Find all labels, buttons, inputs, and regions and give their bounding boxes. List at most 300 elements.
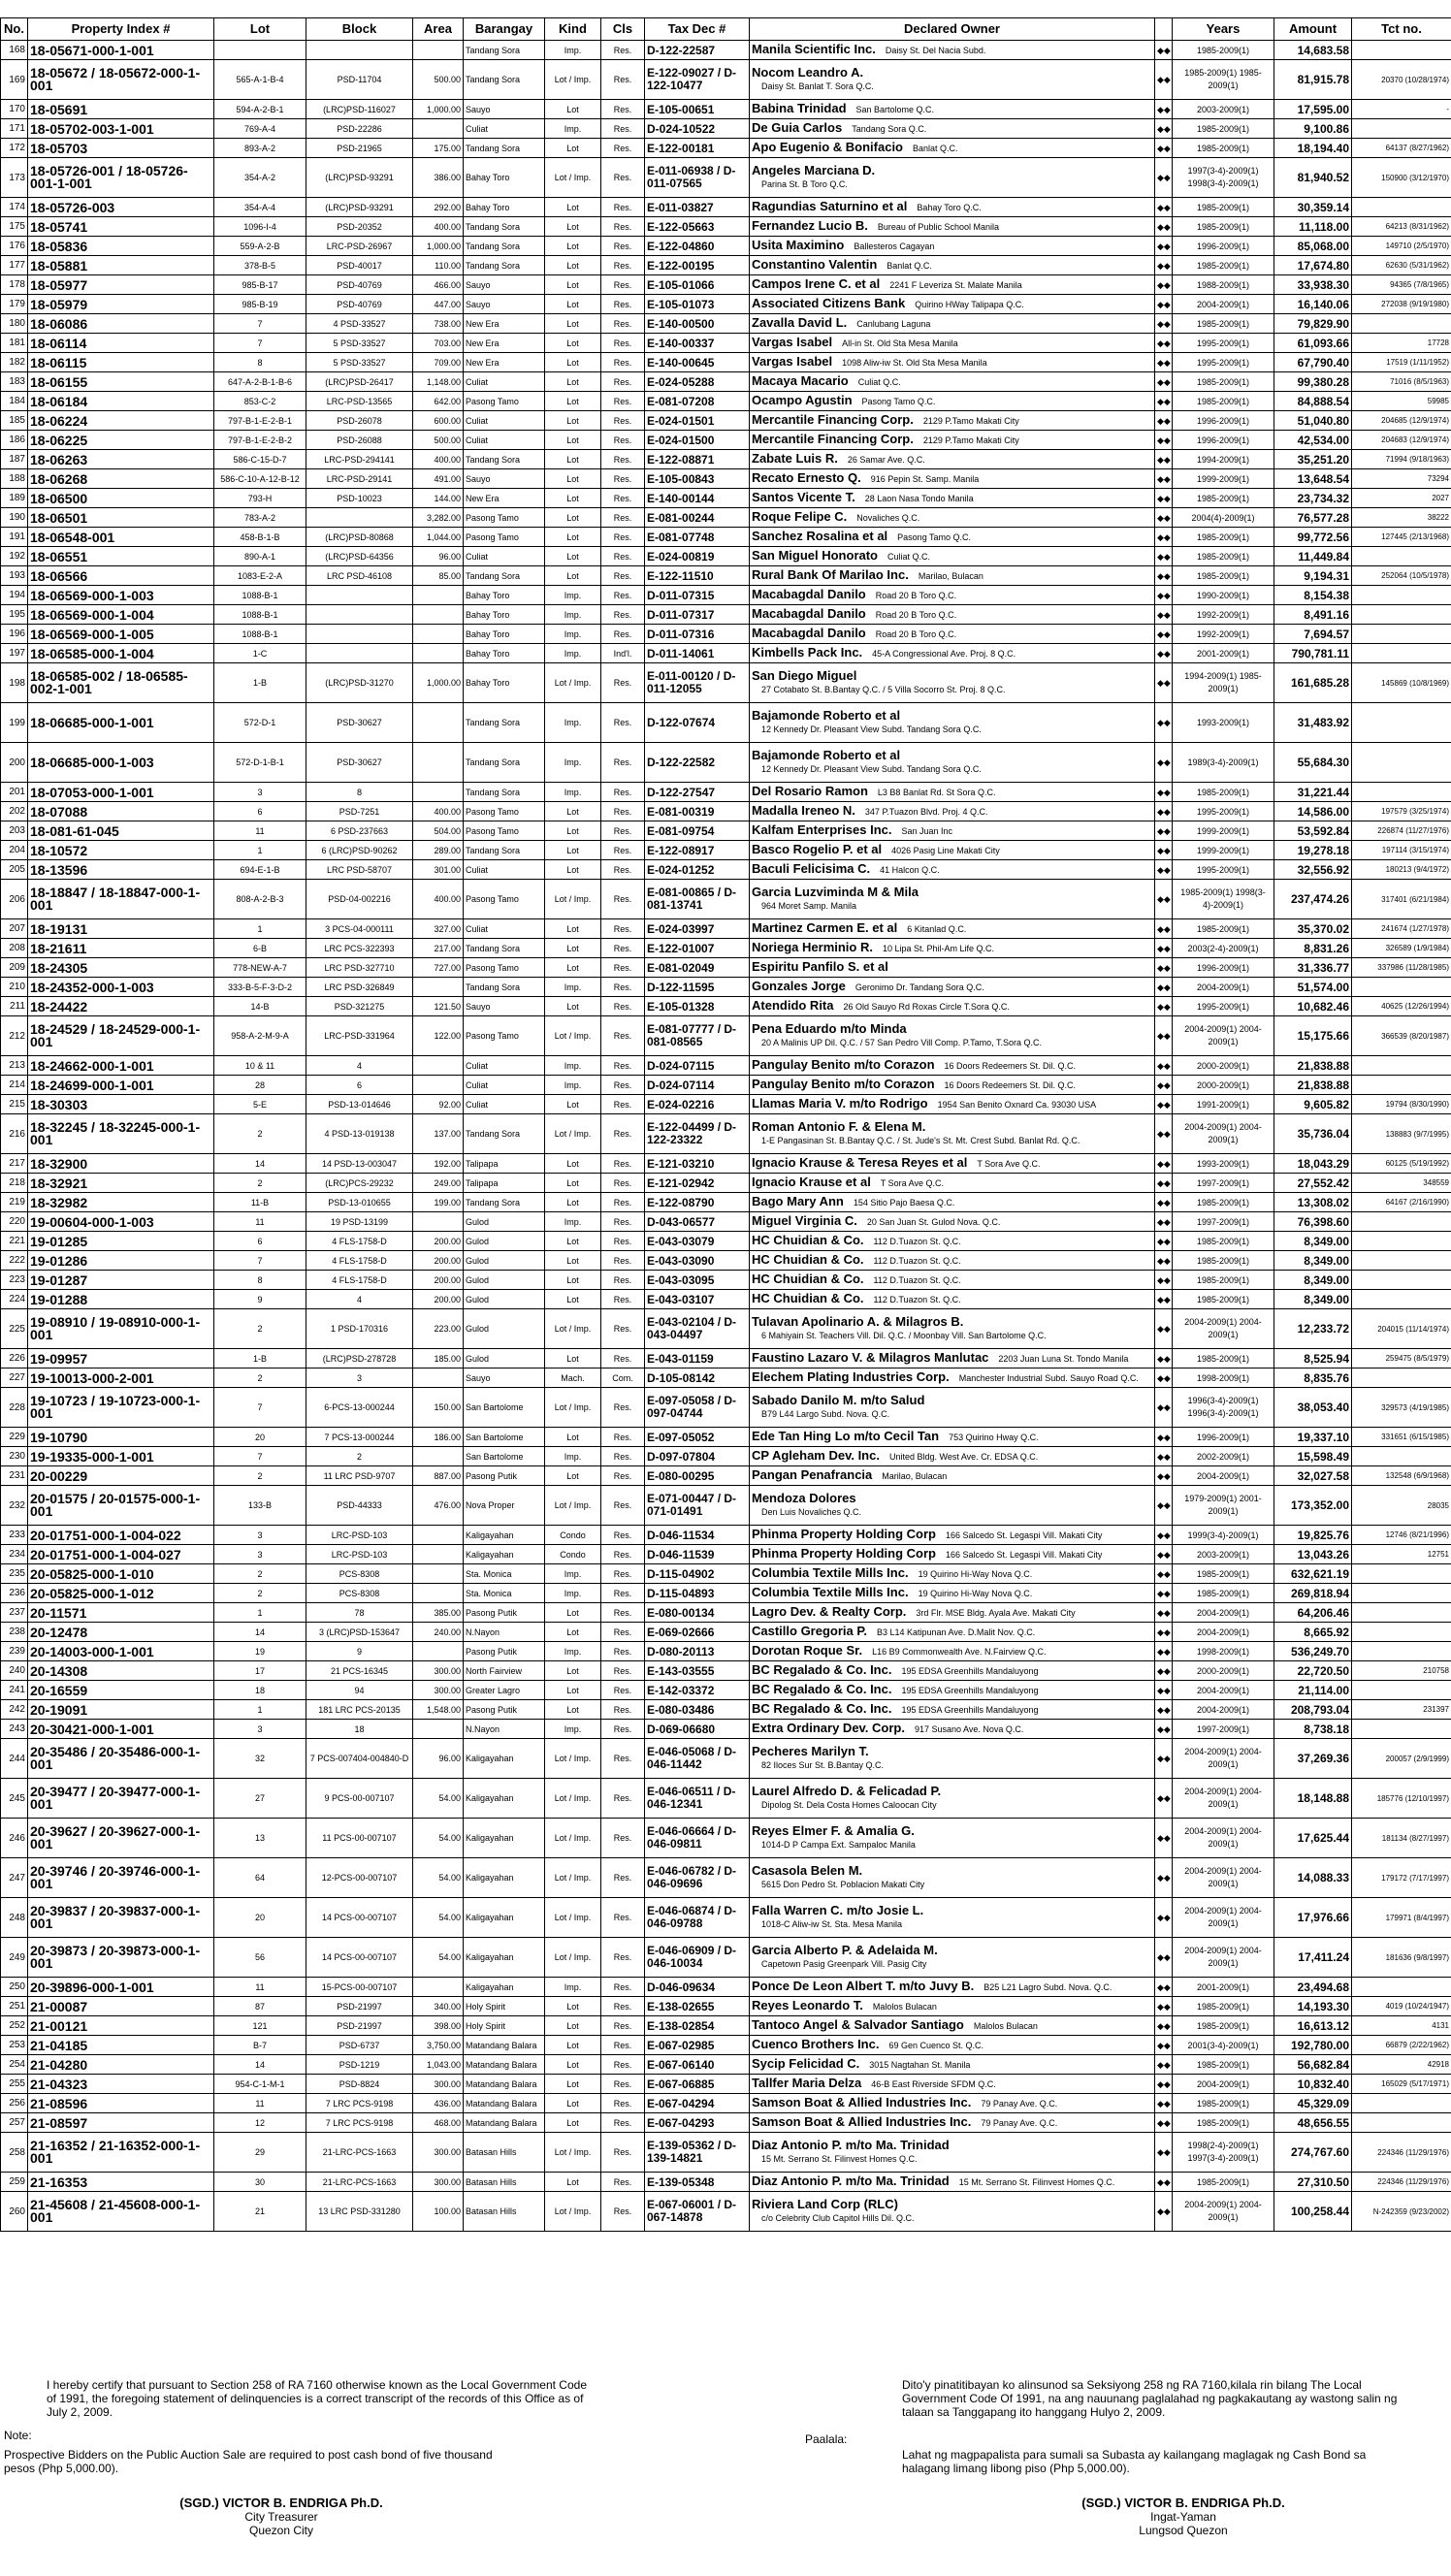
row-number: 205	[1, 860, 28, 880]
row-number: 169	[1, 60, 28, 100]
block: PSD-321275	[306, 997, 413, 1016]
row-marker-icon: ◆◆	[1155, 1232, 1173, 1251]
owner-address: 16 Doors Redeemers St. Dil. Q.C.	[944, 1080, 1077, 1090]
tax-dec: E-122-04499 / D-122-23322	[645, 1114, 750, 1154]
kind: Imp.	[545, 644, 601, 663]
row-number: 178	[1, 275, 28, 295]
owner-name: Basco Rogelio P. et al	[752, 842, 883, 856]
row-number: 250	[1, 1978, 28, 1997]
declared-owner	[750, 1232, 1155, 1251]
area	[413, 625, 464, 644]
years: 1985-2009(1)	[1173, 2016, 1274, 2036]
amount: 17,595.00	[1274, 100, 1352, 119]
area: 249.00	[413, 1174, 464, 1193]
declared-owner	[750, 880, 1155, 919]
block: 9	[306, 1642, 413, 1661]
row-marker-icon: ◆◆	[1155, 237, 1173, 256]
amount: 161,685.28	[1274, 663, 1352, 703]
row-marker-icon: ◆◆	[1155, 1271, 1173, 1290]
area: 468.00	[413, 2113, 464, 2133]
owner-address: B25 L21 Lagro Subd. Nova. Q.C.	[983, 1982, 1112, 1992]
class: Res.	[601, 802, 645, 821]
tct-number: 337986 (11/28/1985)	[1352, 958, 1451, 978]
property-index: 20-30421-000-1-001	[28, 1720, 214, 1739]
tax-dec: E-046-05068 / D-046-11442	[645, 1739, 750, 1779]
owner-address: 10 Lipa St. Phil-Am Life Q.C.	[882, 944, 995, 953]
table-row	[1, 1095, 1451, 1114]
property-index: 21-16353	[28, 2173, 214, 2192]
owner-address: 79 Panay Ave. Q.C.	[981, 2099, 1058, 2109]
kind: Lot / Imp.	[545, 60, 601, 100]
tax-dec: D-024-07115	[645, 1056, 750, 1076]
block: PSD-13-010655	[306, 1193, 413, 1212]
owner-address: Geronimo Dr. Tandang Sora Q.C.	[854, 982, 984, 992]
tct-number: 145869 (10/8/1969)	[1352, 663, 1451, 703]
tax-dec: E-081-07777 / D-081-08565	[645, 1016, 750, 1056]
table-row	[1, 997, 1451, 1016]
years: 1988-2009(1)	[1173, 275, 1274, 295]
owner-address: Road 20 B Toro Q.C.	[875, 610, 957, 620]
class: Res.	[601, 958, 645, 978]
barangay: Sta. Monica	[464, 1564, 545, 1584]
table-row	[1, 978, 1451, 997]
lot: 1-C	[214, 644, 306, 663]
block: PSD-21997	[306, 1997, 413, 2016]
row-marker-icon: ◆◆	[1155, 1447, 1173, 1466]
amount: 18,148.88	[1274, 1779, 1352, 1819]
row-marker-icon: ◆◆	[1155, 528, 1173, 547]
kind: Lot	[545, 198, 601, 217]
property-index: 18-06263	[28, 450, 214, 469]
kind: Imp.	[545, 1978, 601, 1997]
owner-name: Samson Boat & Allied Industries Inc.	[752, 2095, 972, 2109]
kind: Imp.	[545, 119, 601, 139]
table-row	[1, 1858, 1451, 1898]
signatory-title-fil: Ingat-Yaman	[1150, 2510, 1216, 2524]
kind: Lot	[545, 1681, 601, 1700]
header-row	[1, 18, 1451, 41]
block: 78	[306, 1603, 413, 1623]
class: Res.	[601, 997, 645, 1016]
tax-dec: E-105-01066	[645, 275, 750, 295]
owner-name: Garcia Luzviminda M & Mila	[752, 885, 919, 899]
tct-number: 348559	[1352, 1174, 1451, 1193]
years: 1985-2009(1)	[1173, 2113, 1274, 2133]
area: 400.00	[413, 880, 464, 919]
tax-dec: E-122-05663	[645, 217, 750, 237]
owner-address: Malolos Bulacan	[872, 2002, 937, 2012]
class: Res.	[601, 2113, 645, 2133]
area: 200.00	[413, 1232, 464, 1251]
barangay: Pasong Tamo	[464, 958, 545, 978]
block: PSD-20352	[306, 217, 413, 237]
block	[306, 605, 413, 625]
declared-owner	[750, 1076, 1155, 1095]
owner-name: Mendoza Dolores	[752, 1491, 856, 1505]
owner-name: Vargas Isabel	[752, 335, 833, 349]
tct-number	[1352, 586, 1451, 605]
tct-number: 20370 (10/28/1974)	[1352, 60, 1451, 100]
years: 1998(2-4)-2009(1) 1997(3-4)-2009(1)	[1173, 2133, 1274, 2173]
kind: Imp.	[545, 1564, 601, 1584]
barangay: N.Nayon	[464, 1720, 545, 1739]
tct-number: 132548 (6/9/1968)	[1352, 1466, 1451, 1486]
lot: 14	[214, 1154, 306, 1174]
table-row	[1, 625, 1451, 644]
lot: 778-NEW-A-7	[214, 958, 306, 978]
owner-name: Garcia Alberto P. & Adelaida M.	[752, 1943, 938, 1957]
area: 1,043.00	[413, 2055, 464, 2075]
row-marker-icon: ◆◆	[1155, 1466, 1173, 1486]
property-index: 18-06225	[28, 431, 214, 450]
table-row	[1, 2094, 1451, 2113]
class: Res.	[601, 2133, 645, 2173]
barangay: Batasan Hills	[464, 2173, 545, 2192]
row-number: 225	[1, 1309, 28, 1349]
amount: 11,449.84	[1274, 547, 1352, 566]
barangay: Sauyo	[464, 1368, 545, 1388]
amount: 21,838.88	[1274, 1056, 1352, 1076]
row-marker-icon: ◆◆	[1155, 1486, 1173, 1526]
block: LRC PSD-326849	[306, 978, 413, 997]
tax-dec: E-139-05348	[645, 2173, 750, 2192]
row-marker-icon: ◆◆	[1155, 392, 1173, 411]
class: Res.	[601, 1545, 645, 1564]
property-index: 18-06115	[28, 353, 214, 372]
class: Res.	[601, 334, 645, 353]
owner-name: San Miguel Honorato	[752, 548, 878, 563]
row-marker-icon: ◆◆	[1155, 119, 1173, 139]
kind: Lot / Imp.	[545, 158, 601, 198]
kind: Imp.	[545, 586, 601, 605]
tax-dec: D-122-27547	[645, 783, 750, 802]
declared-owner	[750, 605, 1155, 625]
kind: Lot	[545, 1349, 601, 1368]
tax-dec: E-067-04294	[645, 2094, 750, 2113]
kind: Lot	[545, 353, 601, 372]
declared-owner	[750, 1056, 1155, 1076]
tct-number: 204683 (12/9/1974)	[1352, 431, 1451, 450]
class: Com.	[601, 1368, 645, 1388]
years: 1985-2009(1)	[1173, 139, 1274, 158]
class: Res.	[601, 1526, 645, 1545]
amount: 15,598.49	[1274, 1447, 1352, 1466]
col-declared-owner: Declared Owner	[750, 18, 1155, 41]
barangay: Matandang Balara	[464, 2036, 545, 2055]
tct-number: 17519 (1/11/1952)	[1352, 353, 1451, 372]
owner-name: Manila Scientific Inc.	[752, 42, 876, 56]
block: PSD-6737	[306, 2036, 413, 2055]
owner-address: 112 D.Tuazon St. Q.C.	[873, 1275, 961, 1285]
row-marker-icon: ◆◆	[1155, 411, 1173, 431]
block: 4	[306, 1290, 413, 1309]
block: 21 PCS-16345	[306, 1661, 413, 1681]
barangay: Culiat	[464, 860, 545, 880]
row-number: 246	[1, 1819, 28, 1858]
class: Res.	[601, 1056, 645, 1076]
block: (LRC)PSD-93291	[306, 158, 413, 198]
owner-address: Parina St. B Toro Q.C.	[761, 179, 848, 189]
class: Res.	[601, 663, 645, 703]
table-row	[1, 1486, 1451, 1526]
table-row	[1, 1016, 1451, 1056]
declared-owner	[750, 1114, 1155, 1154]
lot: 27	[214, 1779, 306, 1819]
lot: 694-E-1-B	[214, 860, 306, 880]
lot: 87	[214, 1997, 306, 2016]
owner-address: Bahay Toro Q.C.	[917, 203, 982, 212]
owner-name: Llamas Maria V. m/to Rodrigo	[752, 1096, 928, 1111]
tax-dec: E-140-00500	[645, 314, 750, 334]
property-index: 21-04185	[28, 2036, 214, 2055]
tax-dec: E-105-01073	[645, 295, 750, 314]
tct-number: 197114 (3/15/1974)	[1352, 841, 1451, 860]
owner-name: Baculi Felicisima C.	[752, 861, 871, 876]
row-marker-icon: ◆◆	[1155, 1290, 1173, 1309]
amount: 14,193.30	[1274, 1997, 1352, 2016]
class: Res.	[601, 1642, 645, 1661]
area: 400.00	[413, 450, 464, 469]
table-row	[1, 275, 1451, 295]
declared-owner	[750, 237, 1155, 256]
property-index: 21-00087	[28, 1997, 214, 2016]
row-marker-icon: ◆◆	[1155, 644, 1173, 663]
kind: Lot	[545, 100, 601, 119]
property-index: 18-06501	[28, 508, 214, 528]
area: 199.00	[413, 1193, 464, 1212]
declared-owner	[750, 2016, 1155, 2036]
row-marker-icon: ◆◆	[1155, 1564, 1173, 1584]
area	[413, 703, 464, 743]
row-marker-icon: ◆◆	[1155, 2036, 1173, 2055]
kind: Lot / Imp.	[545, 2192, 601, 2232]
tct-number	[1352, 1212, 1451, 1232]
block: 19 PSD-13199	[306, 1212, 413, 1232]
block: 14 PCS-00-007107	[306, 1938, 413, 1978]
barangay: Culiat	[464, 1095, 545, 1114]
declared-owner	[750, 1016, 1155, 1056]
declared-owner	[750, 1368, 1155, 1388]
owner-address: 4026 Pasig Line Makati City	[891, 846, 1000, 855]
row-number: 175	[1, 217, 28, 237]
class: Res.	[601, 1486, 645, 1526]
class: Res.	[601, 1997, 645, 2016]
table-row	[1, 411, 1451, 431]
tct-number	[1352, 1368, 1451, 1388]
barangay: Pasong Tamo	[464, 821, 545, 841]
owner-address: Dipolog St. Dela Costa Homes Caloocan City	[761, 1800, 937, 1810]
owner-name: Falla Warren C. m/to Josie L.	[752, 1903, 924, 1917]
tct-number: 150900 (3/12/1970)	[1352, 158, 1451, 198]
owner-name: Laurel Alfredo D. & Felicadad P.	[752, 1784, 942, 1798]
owner-address: 2203 Juan Luna St. Tondo Manila	[998, 1354, 1129, 1364]
barangay: New Era	[464, 353, 545, 372]
owner-address: 5615 Don Pedro St. Poblacion Makati City	[761, 1880, 925, 1889]
years: 1985-2009(1) 1998(3-4)-2009(1)	[1173, 880, 1274, 919]
barangay: Sta. Monica	[464, 1584, 545, 1603]
table-row	[1, 256, 1451, 275]
owner-name: Del Rosario Ramon	[752, 784, 868, 798]
declared-owner	[750, 1661, 1155, 1681]
property-index: 21-04323	[28, 2075, 214, 2094]
table-row	[1, 2016, 1451, 2036]
owner-address: San Juan Inc	[901, 826, 953, 836]
block	[306, 41, 413, 60]
barangay: Pasong Tamo	[464, 508, 545, 528]
property-index: 21-08596	[28, 2094, 214, 2113]
block: 7 PCS-007404-004840-D	[306, 1739, 413, 1779]
amount: 31,336.77	[1274, 958, 1352, 978]
barangay: Culiat	[464, 431, 545, 450]
row-marker-icon: ◆◆	[1155, 1603, 1173, 1623]
col-tax-dec: Tax Dec #	[645, 18, 750, 41]
lot: 19	[214, 1642, 306, 1661]
barangay: Sauyo	[464, 997, 545, 1016]
lot: 1	[214, 1700, 306, 1720]
area	[413, 1447, 464, 1466]
tax-dec: E-067-06140	[645, 2055, 750, 2075]
amount: 16,140.06	[1274, 295, 1352, 314]
kind: Lot	[545, 2055, 601, 2075]
barangay: Pasong Tamo	[464, 880, 545, 919]
block: LRC-PSD-29141	[306, 469, 413, 489]
barangay: New Era	[464, 489, 545, 508]
kind: Lot	[545, 2075, 601, 2094]
amount: 55,684.30	[1274, 743, 1352, 783]
col-kind: Kind	[545, 18, 601, 41]
years: 1985-2009(1)	[1173, 2094, 1274, 2113]
tax-dec: E-043-03090	[645, 1251, 750, 1271]
row-marker-icon: ◆◆	[1155, 1056, 1173, 1076]
kind: Lot / Imp.	[545, 1938, 601, 1978]
col-cls: Cls	[601, 18, 645, 41]
years: 2004-2009(1) 2004-2009(1)	[1173, 1309, 1274, 1349]
table-row	[1, 237, 1451, 256]
amount: 17,674.80	[1274, 256, 1352, 275]
tax-dec: E-043-01159	[645, 1349, 750, 1368]
tct-number	[1352, 1251, 1451, 1271]
owner-name: Macaya Macario	[752, 373, 849, 388]
row-number: 215	[1, 1095, 28, 1114]
amount: 13,308.02	[1274, 1193, 1352, 1212]
row-marker-icon: ◆◆	[1155, 1739, 1173, 1779]
kind: Lot	[545, 1603, 601, 1623]
owner-address: 112 D.Tuazon St. Q.C.	[873, 1295, 961, 1304]
years: 1993-2009(1)	[1173, 703, 1274, 743]
area: 54.00	[413, 1898, 464, 1938]
kind: Lot	[545, 489, 601, 508]
row-number: 176	[1, 237, 28, 256]
declared-owner	[750, 743, 1155, 783]
declared-owner	[750, 860, 1155, 880]
block: LRC-PSD-294141	[306, 450, 413, 469]
lot	[214, 41, 306, 60]
kind: Lot	[545, 1251, 601, 1271]
area: 504.00	[413, 821, 464, 841]
row-marker-icon: ◆◆	[1155, 1114, 1173, 1154]
lot: 7	[214, 1251, 306, 1271]
owner-address: 112 D.Tuazon St. Q.C.	[873, 1256, 961, 1266]
barangay: Tandang Sora	[464, 703, 545, 743]
block: (LRC)PSD-26417	[306, 372, 413, 392]
barangay: Tandang Sora	[464, 217, 545, 237]
owner-address: 6 Mahiyain St. Teachers Vill. Dil. Q.C. / Moonbay Vill. San Bartolome Q.C.	[761, 1331, 1047, 1340]
row-marker-icon: ◆◆	[1155, 2113, 1173, 2133]
table-row	[1, 1349, 1451, 1368]
lot: 6	[214, 1232, 306, 1251]
table-row	[1, 198, 1451, 217]
owner-name: Reyes Elmer F. & Amalia G.	[752, 1823, 915, 1838]
area	[413, 1545, 464, 1564]
row-number: 191	[1, 528, 28, 547]
tax-dec: D-105-08142	[645, 1368, 750, 1388]
tax-dec: E-024-01501	[645, 411, 750, 431]
row-number: 202	[1, 802, 28, 821]
table-row	[1, 334, 1451, 353]
barangay: Pasong Putik	[464, 1642, 545, 1661]
area: 54.00	[413, 1819, 464, 1858]
kind: Lot	[545, 256, 601, 275]
table-row	[1, 644, 1451, 663]
years: 1995-2009(1)	[1173, 353, 1274, 372]
row-marker-icon: ◆◆	[1155, 1642, 1173, 1661]
owner-name: Campos Irene C. et al	[752, 276, 881, 291]
class: Res.	[601, 586, 645, 605]
table-row	[1, 1584, 1451, 1603]
row-marker-icon: ◆◆	[1155, 1858, 1173, 1898]
amount: 33,938.30	[1274, 275, 1352, 295]
row-marker-icon: ◆◆	[1155, 1819, 1173, 1858]
table-row	[1, 528, 1451, 547]
tax-dec: E-138-02655	[645, 1997, 750, 2016]
owner-address: T Sora Ave Q.C.	[880, 1178, 945, 1188]
row-number: 245	[1, 1779, 28, 1819]
kind: Imp.	[545, 1056, 601, 1076]
property-index: 18-06548-001	[28, 528, 214, 547]
years: 2004-2009(1) 2004-2009(1)	[1173, 1858, 1274, 1898]
declared-owner	[750, 256, 1155, 275]
lot: B-7	[214, 2036, 306, 2055]
owner-address: Bureau of Public School Manila	[877, 222, 999, 232]
property-index: 20-01575 / 20-01575-000-1-001	[28, 1486, 214, 1526]
owner-name: Zabate Luis R.	[752, 451, 838, 466]
area	[413, 1720, 464, 1739]
block: 15-PCS-00-007107	[306, 1978, 413, 1997]
kind: Lot	[545, 1997, 601, 2016]
area: 727.00	[413, 958, 464, 978]
row-marker-icon: ◆◆	[1155, 1016, 1173, 1056]
area: 54.00	[413, 1858, 464, 1898]
barangay: Pasong Putik	[464, 1466, 545, 1486]
block: (LRC)PSD-64356	[306, 547, 413, 566]
block: 7 LRC PCS-9198	[306, 2094, 413, 2113]
row-number: 172	[1, 139, 28, 158]
owner-name: Tallfer Maria Delza	[752, 2076, 862, 2090]
row-number: 204	[1, 841, 28, 860]
row-number: 182	[1, 353, 28, 372]
row-number: 192	[1, 547, 28, 566]
amount: 19,278.18	[1274, 841, 1352, 860]
class: Res.	[601, 783, 645, 802]
lot: 958-A-2-M-9-A	[214, 1016, 306, 1056]
owner-name: Macabagdal Danilo	[752, 606, 866, 621]
tax-dec: D-043-06577	[645, 1212, 750, 1232]
class: Res.	[601, 1564, 645, 1584]
owner-address: 20 San Juan St. Gulod Nova. Q.C.	[866, 1217, 1001, 1227]
row-number: 218	[1, 1174, 28, 1193]
row-number: 214	[1, 1076, 28, 1095]
class: Res.	[601, 256, 645, 275]
